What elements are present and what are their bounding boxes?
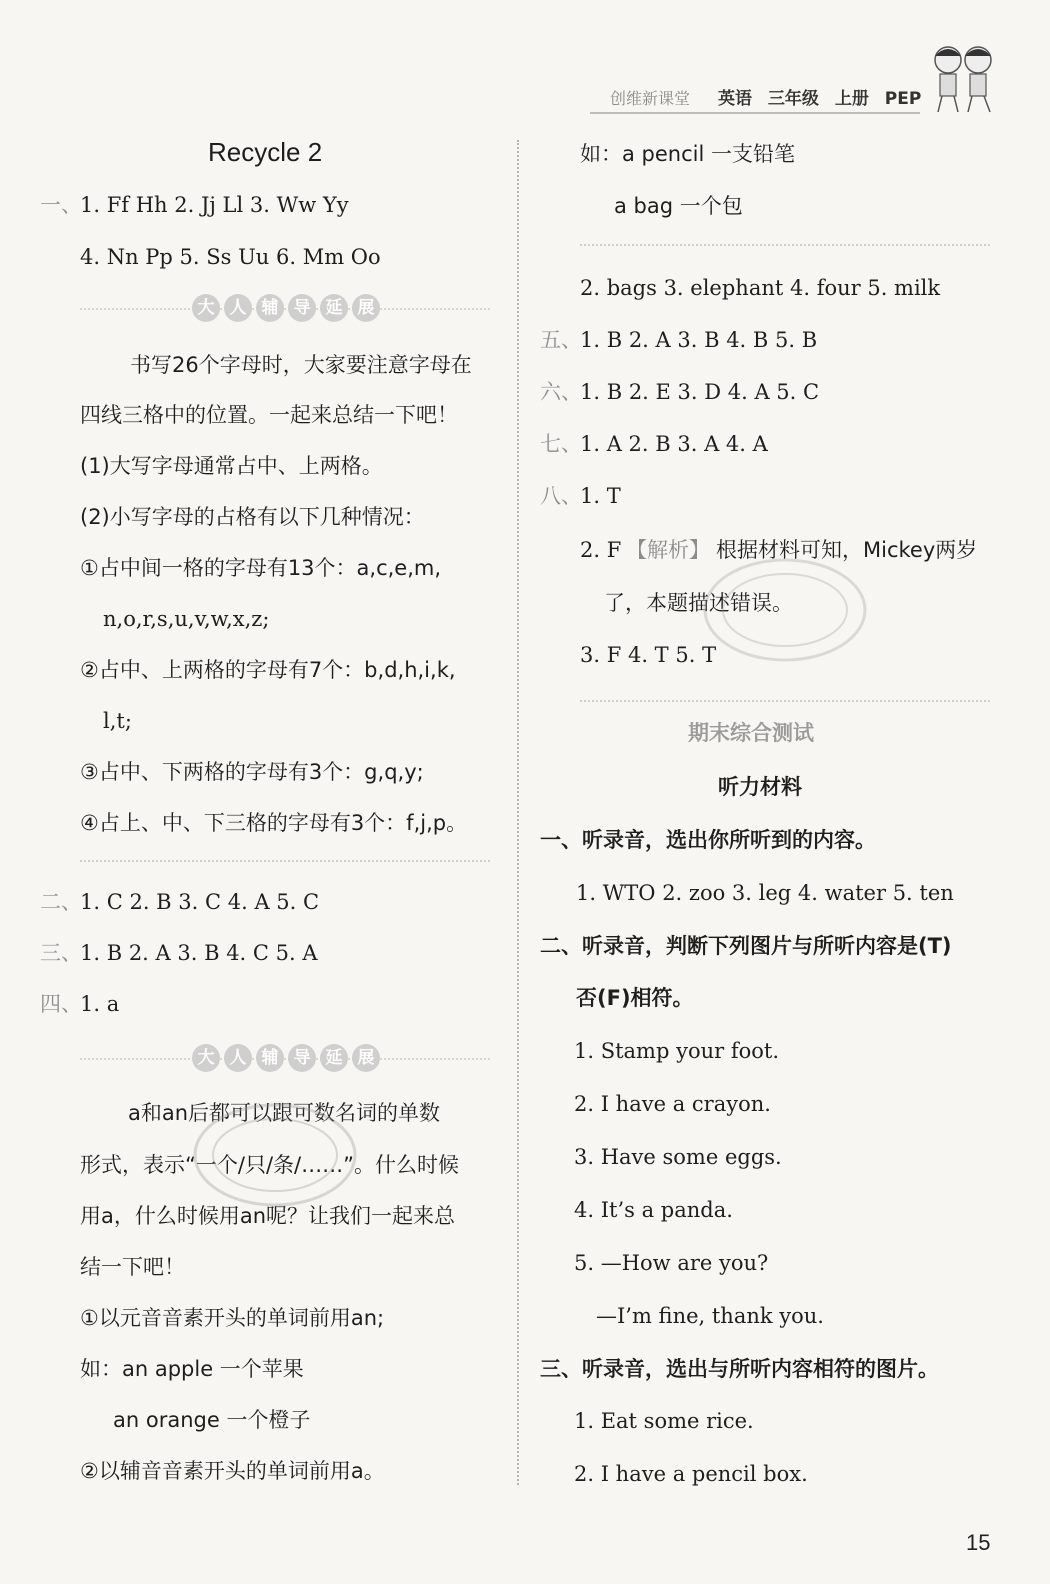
tip1-line: ①占中间一格的字母有13个：a,c,e,m, <box>80 556 442 580</box>
q4-continued-answers: 2. bags 3. elephant 4. four 5. milk <box>580 276 941 300</box>
tip1-line: ③占中、下两格的字母有3个：g,q,y; <box>80 760 424 784</box>
tip2-line: an orange 一个橙子 <box>113 1408 311 1432</box>
q8-number: 八、 <box>540 484 582 508</box>
subject: 英语 <box>718 89 752 109</box>
q5-answers: 1. B 2. A 3. B 4. B 5. B <box>580 328 818 352</box>
badge-char: 辅 <box>256 294 284 322</box>
badge-char: 导 <box>288 1044 316 1072</box>
exam-section-title: 期末综合测试 <box>688 721 814 745</box>
header-rule <box>590 112 920 114</box>
tip2-line: 用a，什么时候用an呢？让我们一起来总 <box>80 1204 456 1228</box>
page-number: 15 <box>966 1530 991 1555</box>
tip2-line: 结一下吧！ <box>80 1255 185 1279</box>
q1-number: 一、 <box>40 193 82 217</box>
tip1-line: n,o,r,s,u,v,w,x,z; <box>103 607 270 631</box>
listening-part3-heading: 三、听录音，选出与所听内容相符的图片。 <box>540 1357 939 1381</box>
q6-number: 六、 <box>540 380 582 404</box>
q8-remaining-answers: 3. F 4. T 5. T <box>580 643 717 667</box>
example-line: a bag 一个包 <box>614 194 743 218</box>
tip2-line: ①以元音音素开头的单词前用an; <box>80 1306 385 1330</box>
listening-item: —I’m fine, thank you. <box>596 1304 824 1328</box>
listening-item: 2. I have a pencil box. <box>574 1462 808 1486</box>
q7-answers: 1. A 2. B 3. A 4. A <box>580 432 768 456</box>
listening-title: 听力材料 <box>718 775 802 799</box>
tutor-badge <box>192 1044 380 1072</box>
listening-part2-heading: 二、听录音，判断下列图片与所听内容是(T) <box>540 934 952 958</box>
volume: 上册 <box>834 89 869 109</box>
q2-number: 二、 <box>40 890 82 914</box>
q4-number: 四、 <box>40 992 82 1016</box>
watermark-logo-icon <box>700 555 870 665</box>
brand-name: 创维新课堂 <box>610 89 691 108</box>
q2-answers: 1. C 2. B 3. C 4. A 5. C <box>80 890 320 914</box>
badge-char: 人 <box>224 294 252 322</box>
watermark-stamp-icon <box>190 1100 360 1210</box>
column-divider <box>517 140 519 1485</box>
listening-item: 1. Eat some rice. <box>574 1409 754 1433</box>
badge-char: 人 <box>224 1044 252 1072</box>
badge-char: 展 <box>352 294 380 322</box>
tip2-line: 形式，表示“一个/只/条/……”。什么时候 <box>80 1153 459 1177</box>
separator <box>80 860 490 862</box>
q3-answers: 1. B 2. A 3. B 4. C 5. A <box>80 941 318 965</box>
example-line: 如：a pencil 一支铅笔 <box>580 142 795 166</box>
q8-answers: 1. T <box>580 484 621 508</box>
q1-answer-line2: 4. Nn Pp 5. Ss Uu 6. Mm Oo <box>80 245 381 269</box>
tip1-line: ②占中、上两格的字母有7个：b,d,h,i,k, <box>80 658 456 682</box>
tip2-line: ②以辅音音素开头的单词前用a。 <box>80 1459 385 1483</box>
listening-part1-answers: 1. WTO 2. zoo 3. leg 4. water 5. ten <box>576 881 954 905</box>
q8-2-label: 2. F <box>580 538 622 562</box>
listening-item: 2. I have a crayon. <box>574 1092 771 1116</box>
analysis-text: 根据材料可知，Mickey两岁 <box>716 538 978 562</box>
badge-char: 延 <box>320 294 348 322</box>
analysis-text-cont: 了，本题描述错误。 <box>604 591 793 615</box>
tip2-line: 如：an apple 一个苹果 <box>80 1357 304 1381</box>
section-title-recycle: Recycle 2 <box>208 137 323 167</box>
q3-number: 三、 <box>40 941 82 965</box>
book-meta <box>718 84 931 109</box>
separator <box>580 700 990 702</box>
tip2-line: a和an后都可以跟可数名词的单数 <box>128 1101 441 1125</box>
analysis-tag: 【解析】 <box>626 538 710 562</box>
edition: PEP <box>884 89 922 109</box>
grade: 三年级 <box>767 89 819 109</box>
tip1-line: 四线三格中的位置。一起来总结一下吧！ <box>80 403 458 427</box>
listening-part2-heading-cont: 否(F)相符。 <box>576 986 694 1010</box>
q4-answers: 1. a <box>80 992 120 1016</box>
badge-char: 大 <box>192 1044 220 1072</box>
tip1-line: ④占上、中、下三格的字母有3个：f,j,p。 <box>80 811 468 835</box>
q1-answer-line1: 1. Ff Hh 2. Jj Ll 3. Ww Yy <box>80 193 349 217</box>
tip1-line: 书写26个字母时，大家要注意字母在 <box>130 353 472 377</box>
listening-item: 4. It’s a panda. <box>574 1198 733 1222</box>
listening-item: 1. Stamp your foot. <box>574 1039 780 1063</box>
badge-char: 导 <box>288 294 316 322</box>
tip1-line: (2)小写字母的占格有以下几种情况： <box>80 505 425 529</box>
tip1-line: (1)大写字母通常占中、上两格。 <box>80 454 383 478</box>
badge-char: 辅 <box>256 1044 284 1072</box>
badge-char: 大 <box>192 294 220 322</box>
listening-part1-heading: 一、听录音，选出你所听到的内容。 <box>540 828 876 852</box>
listening-item: 3. Have some eggs. <box>574 1145 782 1169</box>
listening-item: 5. —How are you? <box>574 1251 769 1275</box>
tip1-line: l,t; <box>103 709 132 733</box>
badge-char: 延 <box>320 1044 348 1072</box>
q6-answers: 1. B 2. E 3. D 4. A 5. C <box>580 380 820 404</box>
badge-char: 展 <box>352 1044 380 1072</box>
q7-number: 七、 <box>540 432 582 456</box>
tutor-badge <box>192 294 380 322</box>
kids-illustration-icon <box>918 40 1008 116</box>
separator <box>580 244 990 246</box>
q5-number: 五、 <box>540 328 582 352</box>
